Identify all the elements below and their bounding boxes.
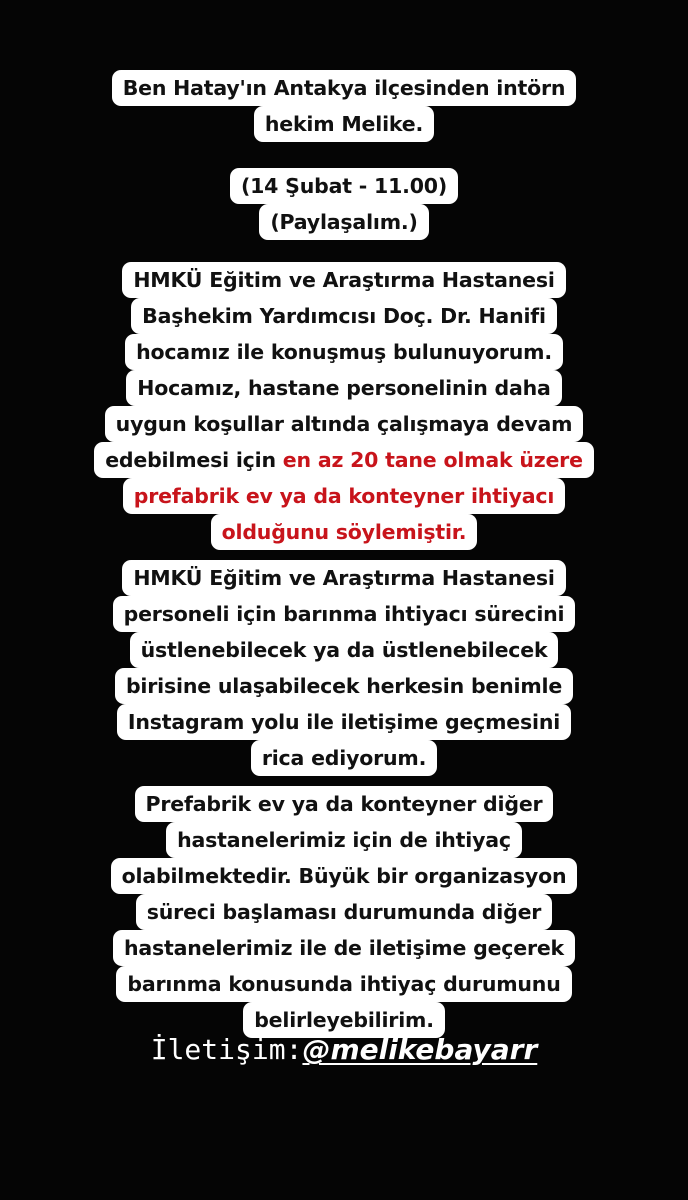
- highlighted-text-line: prefabrik ev ya da konteyner ihtiyacı: [123, 478, 565, 514]
- text-line: Ben Hatay'ın Antakya ilçesinden intörn: [112, 70, 577, 106]
- contact-line: [0, 1028, 688, 1072]
- date-text: [0, 168, 688, 240]
- text-line: hastanelerimiz ile de iletişime geçerek: [113, 930, 575, 966]
- text-line: birisine ulaşabilecek herkesin benimle: [115, 668, 573, 704]
- text-line: süreci başlaması durumunda diğer: [136, 894, 552, 930]
- text-line: olabilmektedir. Büyük bir organizasyon: [111, 858, 578, 894]
- paragraph-other-hospitals: [0, 786, 688, 1038]
- text-line: hocamız ile konuşmuş bulunuyorum.: [125, 334, 563, 370]
- text-line: HMKÜ Eğitim ve Araştırma Hastanesi: [122, 560, 565, 596]
- intro-text: [0, 70, 688, 142]
- highlighted-text-line: olduğunu söylemiştir.: [211, 514, 478, 550]
- text-line: rica ediyorum.: [251, 740, 437, 776]
- text-line: Hocamız, hastane personelinin daha: [126, 370, 561, 406]
- contact-label: İletişim:: [150, 1033, 303, 1066]
- text-line: personeli için barınma ihtiyacı sürecini: [113, 596, 576, 632]
- text-line: Başhekim Yardımcısı Doç. Dr. Hanifi: [131, 298, 557, 334]
- text-line: uygun koşullar altında çalışmaya devam: [105, 406, 584, 442]
- text-line: belirleyebilirim.: [243, 1002, 445, 1038]
- paragraph-hospital-request: [0, 262, 688, 550]
- text-line: HMKÜ Eğitim ve Araştırma Hastanesi: [122, 262, 565, 298]
- text-line-prefix: edebilmesi için: [105, 448, 283, 472]
- text-line: Prefabrik ev ya da konteyner diğer: [135, 786, 554, 822]
- text-line: Instagram yolu ile iletişime geçmesini: [117, 704, 571, 740]
- text-line: hastanelerimiz için de ihtiyaç: [166, 822, 522, 858]
- text-line: üstlenebilecek ya da üstlenebilecek: [130, 632, 559, 668]
- paragraph-housing-appeal: [0, 560, 688, 776]
- highlighted-text: en az 20 tane olmak üzere: [282, 448, 583, 472]
- text-line: (14 Şubat - 11.00): [230, 168, 458, 204]
- text-line: (Paylaşalım.): [259, 204, 428, 240]
- text-line: barınma konusunda ihtiyaç durumunu: [116, 966, 571, 1002]
- text-line: hekim Melike.: [254, 106, 434, 142]
- text-line: [94, 442, 594, 478]
- mention-link[interactable]: @melikebayarr: [302, 1033, 538, 1066]
